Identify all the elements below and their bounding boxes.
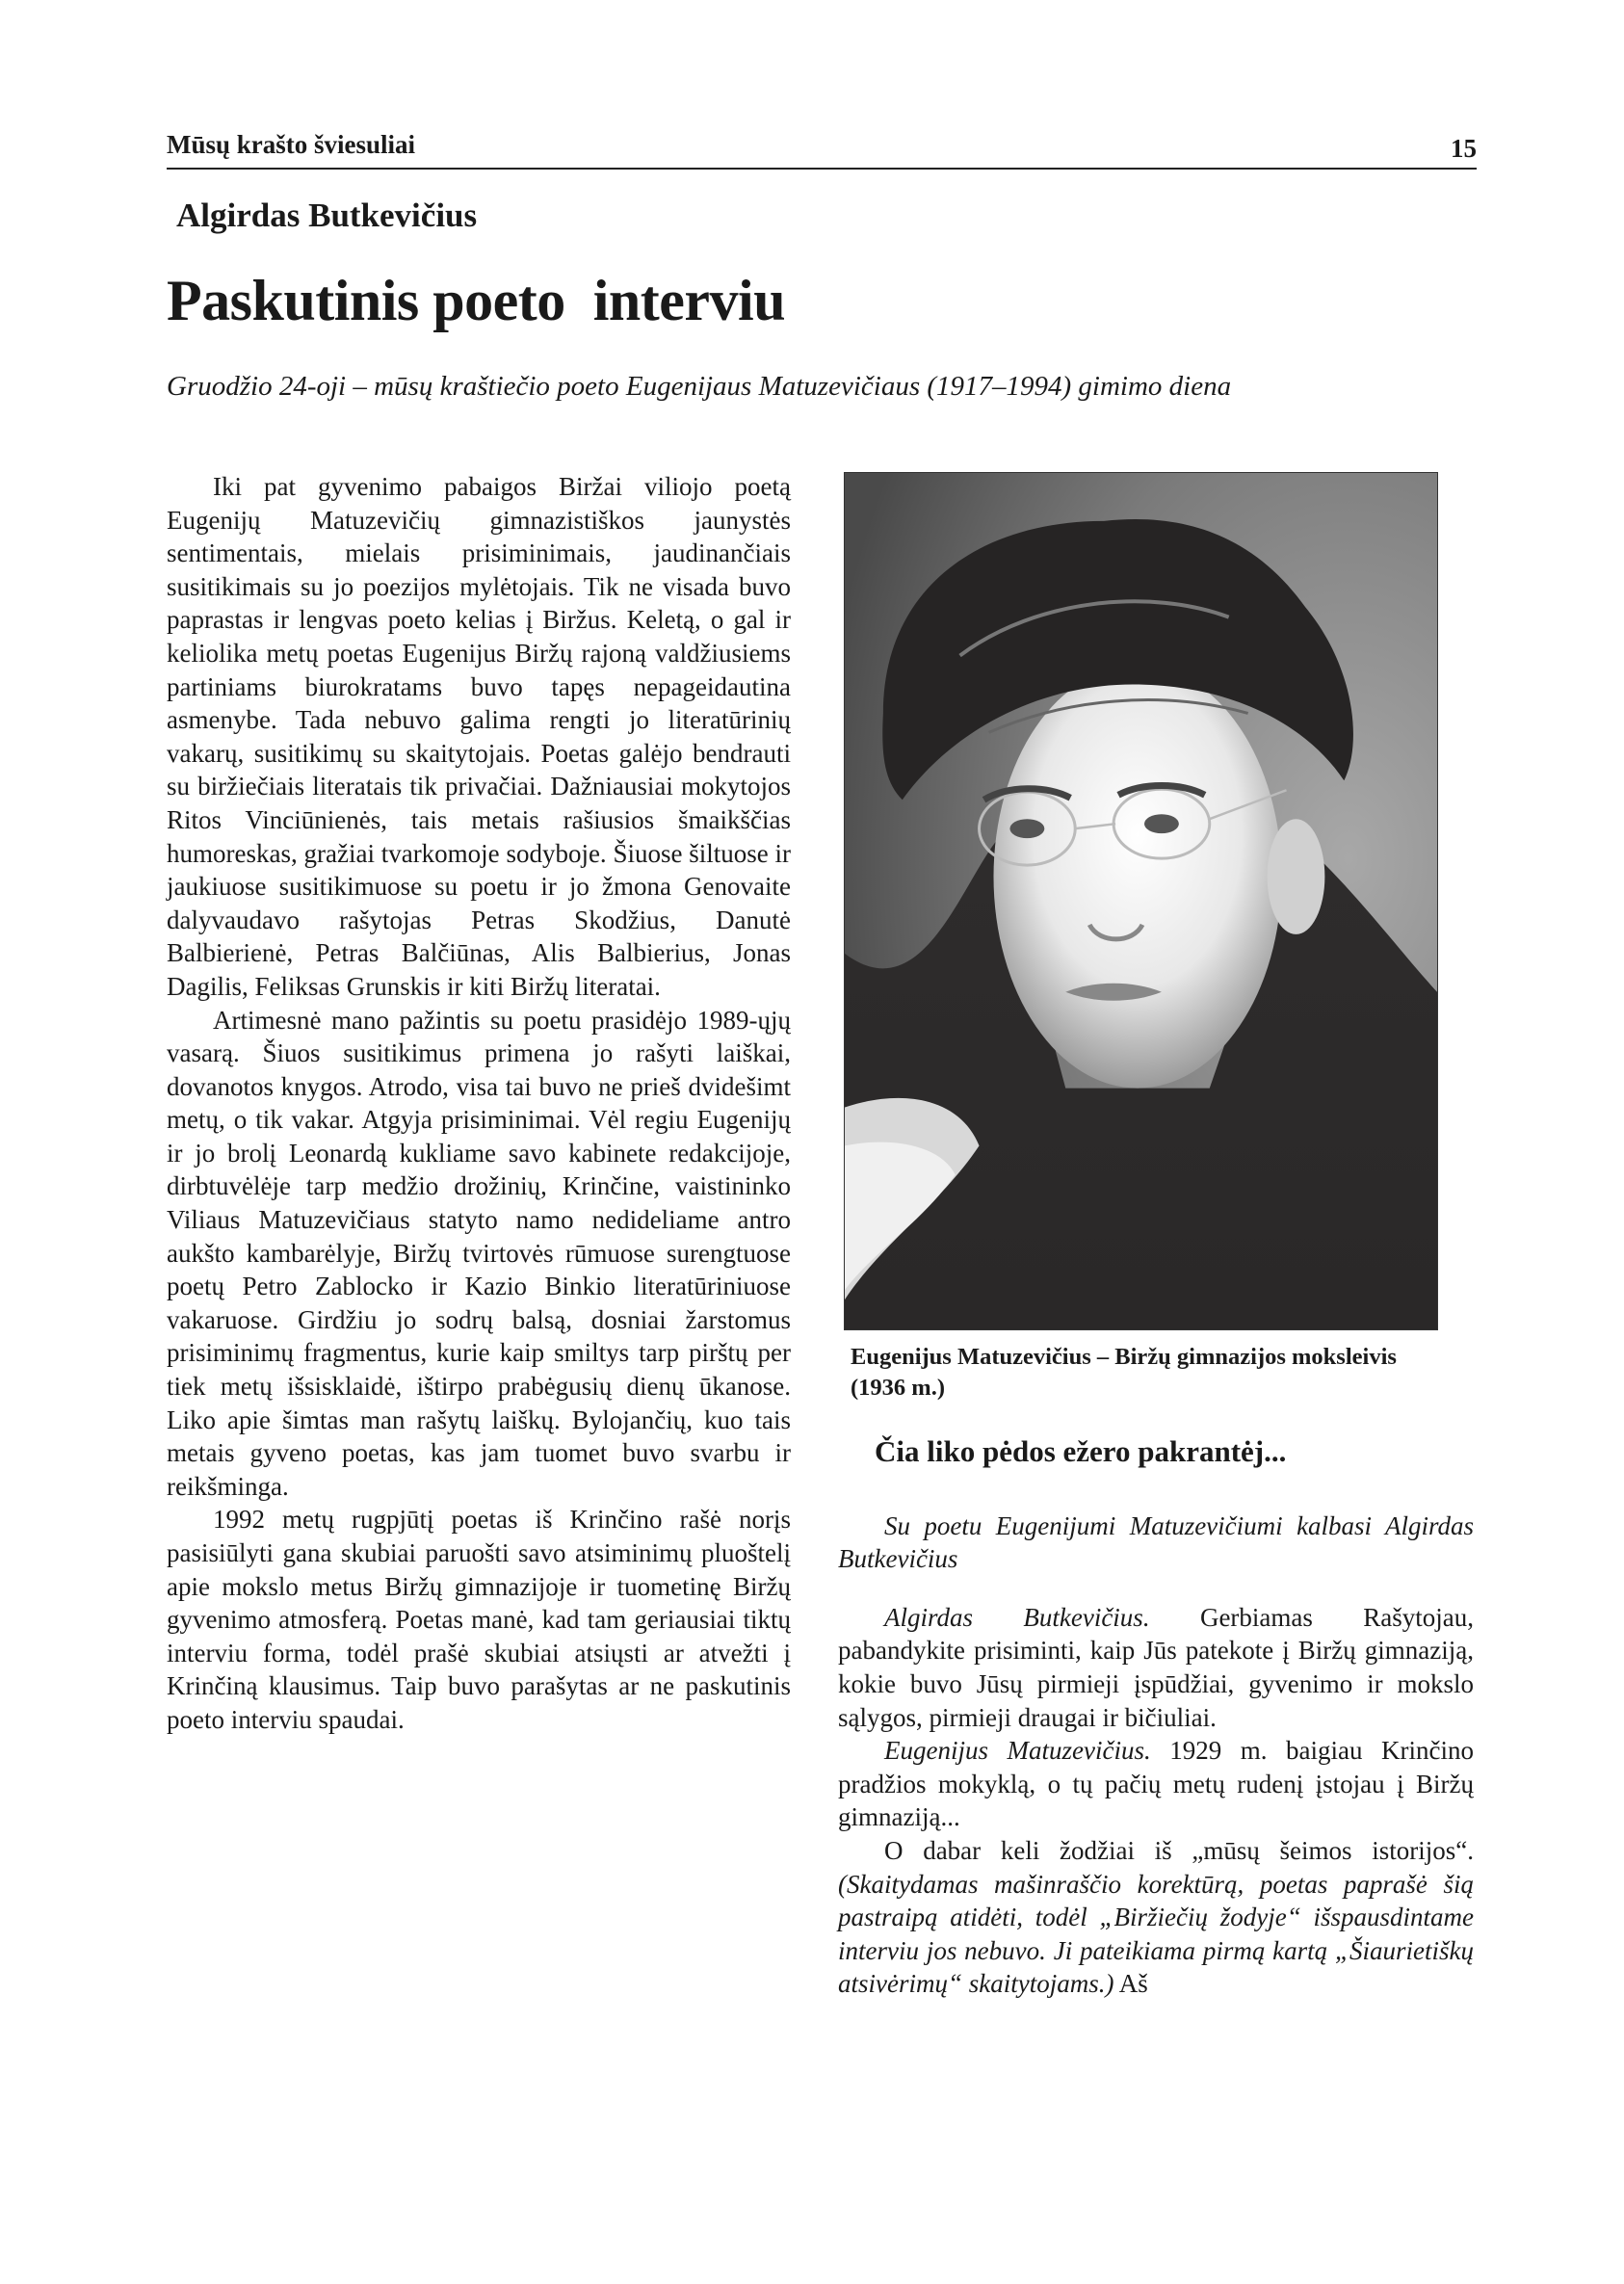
page-number: 15: [1451, 134, 1477, 163]
running-head: [167, 123, 1477, 170]
portrait-photo: [844, 472, 1438, 1330]
interview-intro: Su poetu Eugenijumi Matuzevičiumi kalbasi Algirdas Butkevičius: [838, 1510, 1474, 1574]
answer-paragraph: [838, 1734, 1474, 1834]
interview-subheading: Čia liko pėdos ežero pakrantėj...: [875, 1434, 1287, 1468]
portrait-illustration: [845, 473, 1437, 1329]
answer-paragraph: [838, 1834, 1474, 2001]
question-paragraph: [838, 1601, 1474, 1734]
answer-text-continued: Aš: [1113, 1969, 1148, 1999]
answer-text: O dabar keli žodžiai iš „mūsų šeimos istorijos“.: [884, 1835, 1474, 1865]
paragraph: Iki pat gyvenimo pabaigos Biržai viliojo poetą Eugenijų Matuzevičių gimnazistiškos jaunystės sentimentais, mielais prisiminimais, jaudinančiais susitikimais su jo poezijos mylėtojais. Tik ne visada buvo paprastas ir lengvas poeto kelias į Biržus. Keletą, o gal ir keliolika metų poetas Eugenijus Biržų rajoną valdžiusiems partiniams biurokratams buvo tapęs nepageidautina asmenybe. Tada nebuvo galima rengti jo literatūrinių vakarų, susitikimų su skaitytojais. Poetas galėjo bendrauti su biržiečiais literatais tik privačiai. Dažniausiai mokytojos Ritos Vinciūnienės, tais metais rašiusios šmaikščias humoreskas, gražiai tvarkomoje sodyboje. Šiuose šiltuose ir jaukiuose susitikimuose su poetu ir jo žmona Genovaite dalyvaudavo rašytojas Petras Skodžius, Danutė Balbierienė, Petras Balčiūnas, Alis Balbierius, Jonas Dagilis, Feliksas Grunskis ir kiti Biržų literatai.: [167, 472, 791, 1001]
left-column: [167, 470, 791, 1737]
article-author: Algirdas Butkevičius: [176, 197, 478, 234]
answer-text: 1929 m. baigiau Krinčino pradžios mokyklą, o tų pačių metų rudenį įstojau į Biržų gimnaziją...: [838, 1736, 1474, 1832]
right-column: [838, 1435, 1474, 2001]
speaker-interviewer: Algirdas Butkevičius.: [884, 1602, 1150, 1632]
article-subtitle: Gruodžio 24-oji – mūsų kraštiečio poeto Eugenijaus Matuzevičiaus (1917–1994) gimimo diena: [167, 371, 1232, 402]
speaker-poet: Eugenijus Matuzevičius.: [884, 1736, 1151, 1766]
paragraph: 1992 metų rugpjūtį poetas iš Krinčino rašė norįs pasisiūlyti gana skubiai paruošti savo atsiminimų pluoštelį apie mokslo metus Biržų gimnazijoje ir tuometinę Biržų gyvenimo atmosferą. Poetas manė, kad tam geriausiai tiktų interviu forma, todėl prašė skubiai atsiųsti ar atvežti į Krinčiną klausimus. Taip buvo parašytas ar ne paskutinis poeto interviu spaudai.: [167, 1505, 791, 1734]
question-text: Gerbiamas Rašytojau, pabandykite prisiminti, kaip Jūs patekote į Biržų gimnaziją, kokie buvo Jūsų pirmieji įspūdžiai, gyvenimo ir mokslo sąlygos, pirmieji draugai ir bičiuliai.: [838, 1602, 1474, 1732]
paragraph: Artimesnė mano pažintis su poetu prasidėjo 1989-ųjų vasarą. Šiuos susitikimus primena jo rašyti laiškai, dovanotos knygos. Atrodo, visa tai buvo ne prieš dvidešimt metų, o tik vakar. Atgyja prisiminimai. Vėl regiu Eugenijų ir jo brolį Leonardą kukliame savo kabinete redakcijoje, dirbtuvėlėje tarp medžio drožinių, Krinčine, vaistininko Viliaus Matuzevičiaus statyto namo nedideliame antro aukšto kambarėlyje, Biržų tvirtovės rūmuose surengtuose poetų Petro Zablocko ir Kazio Binkio literatūriniuose vakaruose. Girdžiu jo sodrų balsą, dosniai žarstomus prisiminimų fragmentus, kurie kaip smiltys tarp pirštų per tiek metų išsisklaidė, ištirpo prabėgusių dienų ūkanose. Liko apie šimtas man rašytų laiškų. Bylojančių, kuo tais metais gyveno poetas, kas jam tuomet buvo svarbu ir reikšminga.: [167, 1005, 791, 1501]
editorial-note: (Skaitydamas mašinraščio korektūrą, poetas paprašė šią pastraipą atidėti, todėl „Biržiečių žodyje“ išspausdintame interviu jos nebuvo. Ji pateikiama pirmą kartą „Šiaurietiškų atsivėrimų“ skaitytojams.): [838, 1869, 1474, 1999]
article-title: Paskutinis poeto interviu: [167, 269, 786, 332]
photo-caption: Eugenijus Matuzevičius – Biržų gimnazijos moksleivis (1936 m.): [851, 1344, 1397, 1401]
section-title: Mūsų krašto šviesuliai: [167, 130, 416, 159]
